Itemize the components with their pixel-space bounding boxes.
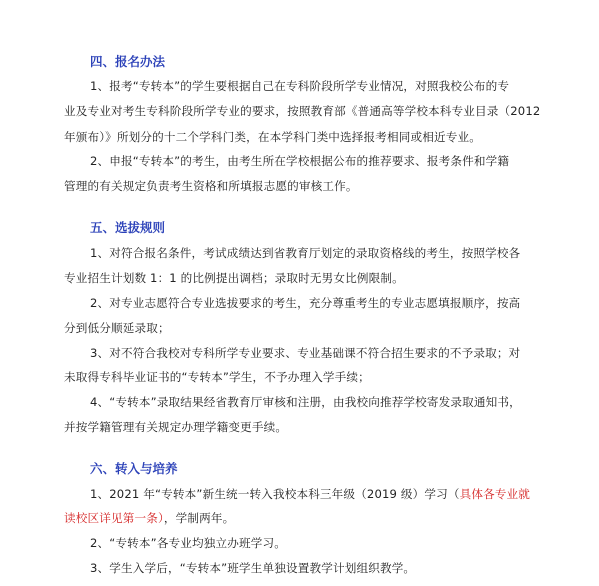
paragraph-line: 未取得专科毕业证书的“专转本”学生，不予办理入学手续； — [64, 370, 370, 384]
highlighted-text: 读校区详见第一条） — [64, 511, 164, 525]
paragraph-text: ，学制两年。 — [163, 511, 235, 525]
paragraph-line: 分到低分顺延录取； — [64, 321, 170, 335]
section-heading-transfer-training: 六、转入与培养 — [90, 461, 178, 476]
paragraph-line: 业及专业对考生专科阶段所学专业的要求，按照教育部《普通高等学校本科专业目录（2012 — [64, 104, 541, 118]
paragraph-line: 3、学生入学后，“专转本”班学生单独设置教学计划组织教学。 — [90, 561, 416, 575]
paragraph-line: 4、“专转本”录取结果经省教育厅审核和注册，由我校向推荐学校寄发录取通知书， — [90, 395, 521, 409]
paragraph-line: 2、对专业志愿符合专业选拔要求的考生，充分尊重考生的专业志愿填报顺序，按高 — [90, 296, 521, 310]
paragraph-line: 专业招生计划数 1：1 的比例提出调档；录取时无男女比例限制。 — [64, 271, 404, 285]
paragraph-line — [90, 486, 530, 502]
paragraph-line: 并按学籍管理有关规定办理学籍变更手续。 — [64, 420, 288, 434]
section-heading-selection-rules: 五、选拔规则 — [90, 220, 166, 235]
paragraph-line: 2、“专转本”各专业均独立办班学习。 — [90, 536, 286, 550]
paragraph-line: 管理的有关规定负责考生资格和所填报志愿的审核工作。 — [64, 179, 358, 193]
highlighted-text: 具体各专业就 — [459, 487, 531, 501]
paragraph-line: 2、申报“专转本”的考生，由考生所在学校根据公布的推荐要求、报考条件和学籍 — [90, 154, 510, 168]
paragraph-line — [64, 510, 234, 526]
paragraph-line: 年颁布）》所划分的十二个学科门类，在本学科门类中选择报考相同或相近专业。 — [64, 130, 481, 144]
paragraph-line: 1、报考“专转本”的学生要根据自己在专科阶段所学专业情况，对照我校公布的专 — [90, 79, 510, 93]
section-heading-registration: 四、报名办法 — [90, 54, 166, 69]
paragraph-text: 1、2021 年“专转本”新生统一转入我校本科三年级（2019 级）学习（ — [90, 487, 460, 501]
paragraph-line: 1、对符合报名条件，考试成绩达到省教育厅划定的录取资格线的考生，按照学校各 — [90, 246, 521, 260]
paragraph-line: 3、对不符合我校对专科所学专业要求、专业基础课不符合招生要求的不予录取；对 — [90, 346, 521, 360]
